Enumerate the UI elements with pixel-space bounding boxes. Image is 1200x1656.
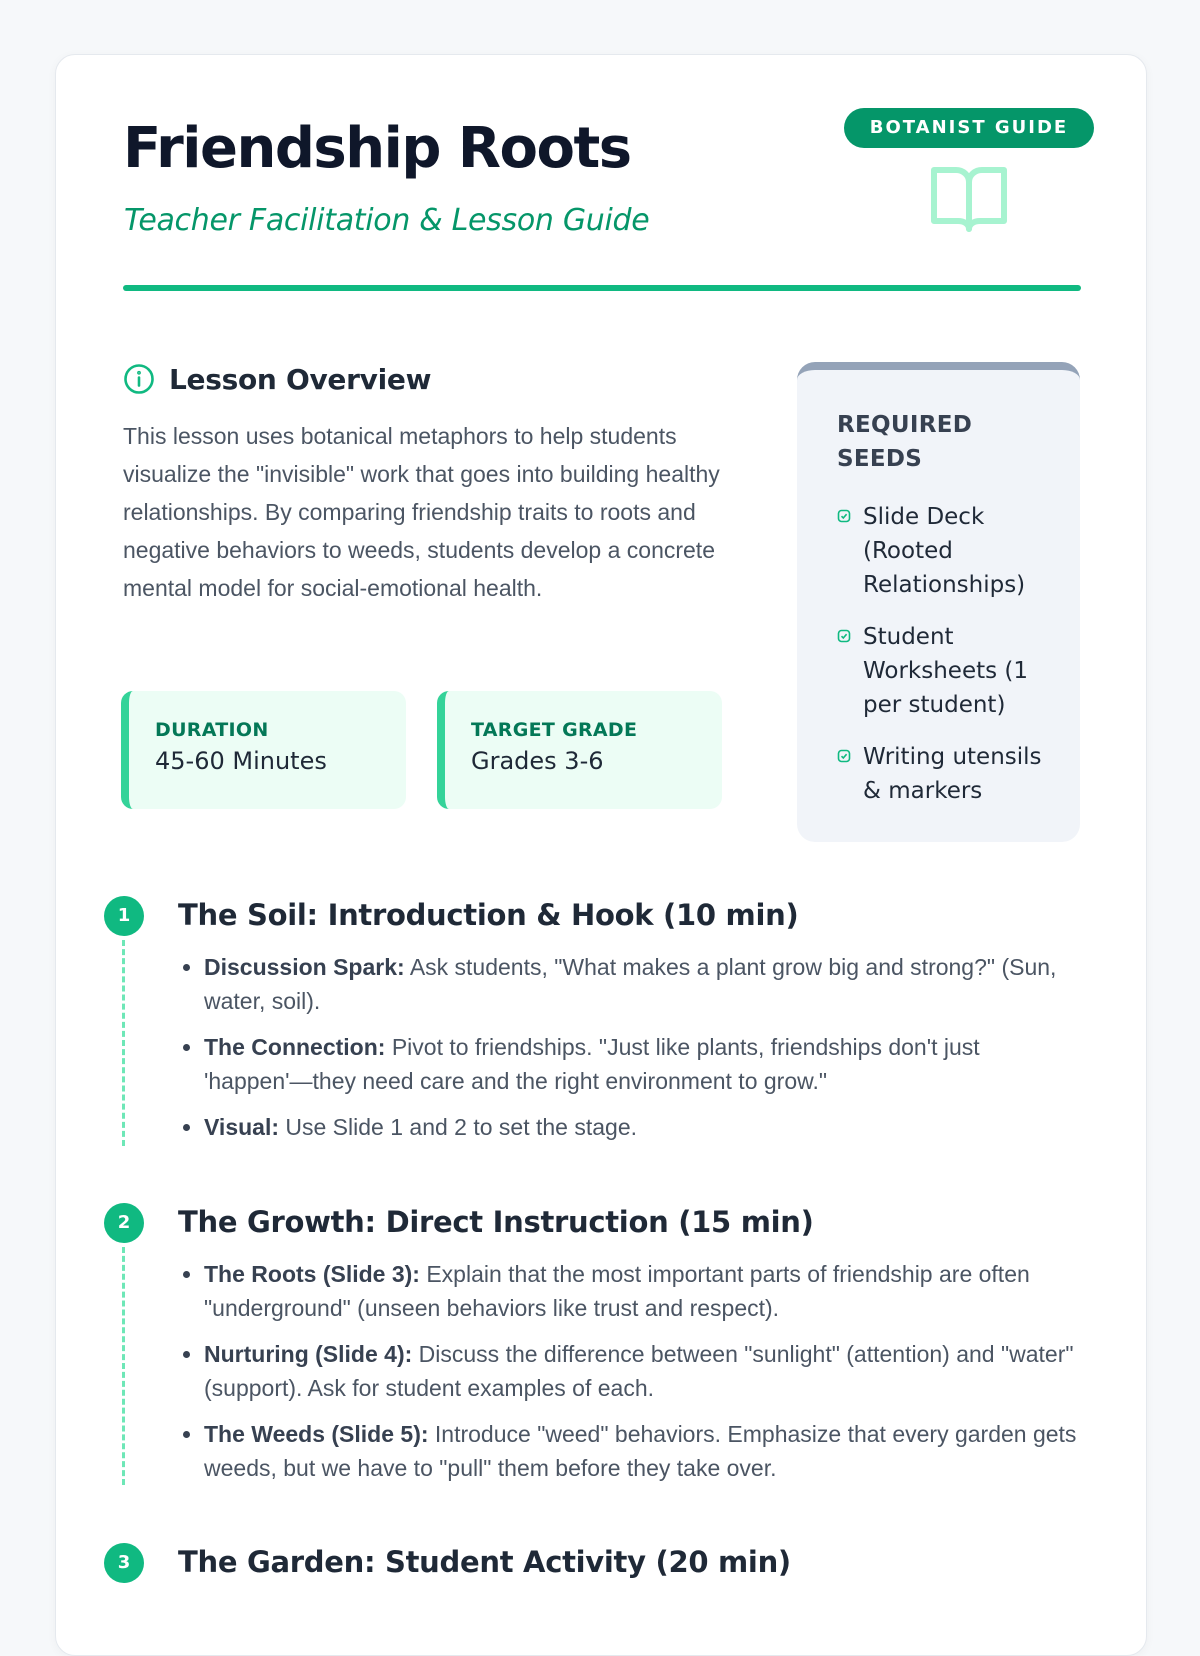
list-item <box>837 500 1050 602</box>
list-item <box>837 740 1050 808</box>
overview-description: This lesson uses botanical metaphors to help students visualize the "invisible" work that goes into building healthy relationships. By comparing friendship traits to roots and negative behaviors to weeds, students develop a concrete mental model for social-emotional health. <box>123 423 720 601</box>
step-number: 3 <box>104 1543 144 1583</box>
bullet-text: Explain that the most important parts of friendship are often "underground" (unseen behaviors like trust and respect). <box>204 1261 1030 1321</box>
bullet-label: The Weeds (Slide 5): <box>204 1421 429 1447</box>
overview-heading-row <box>123 359 431 399</box>
bullet-text: Introduce "weed" behaviors. Emphasize that every garden gets weeds, but we have to "pull" them before they take over. <box>204 1421 1077 1481</box>
step-number: 2 <box>104 1203 144 1243</box>
stat-value: Grades 3-6 <box>471 747 604 775</box>
seeds-list <box>837 500 1050 808</box>
bullet-text: Ask students, "What makes a plant grow big and strong?" (Sun, water, soil). <box>204 954 1057 1014</box>
list-item <box>204 1337 1084 1405</box>
overview-heading: Lesson Overview <box>169 362 432 396</box>
target-grade-stat <box>437 691 722 809</box>
seed-label: Student Worksheets (1 per student) <box>863 624 1029 718</box>
list-item <box>204 1257 1084 1325</box>
bullet-label: The Connection: <box>204 1034 386 1060</box>
required-seeds-panel <box>797 362 1080 842</box>
bullet-text: Discuss the difference between "sunlight" (attention) and "water" (support). Ask for student examples of each. <box>204 1341 1074 1401</box>
step-bullets <box>178 1257 1084 1497</box>
seed-label: Slide Deck (Rooted Relationships) <box>863 504 1026 598</box>
bullet-label: Discussion Spark: <box>204 954 405 980</box>
bullet-label: Nurturing (Slide 4): <box>204 1341 413 1367</box>
checkbox-icon <box>837 749 851 763</box>
list-item <box>204 950 1084 1018</box>
list-item <box>204 1110 1084 1144</box>
step-connector <box>122 1247 125 1485</box>
bullet-text: Use Slide 1 and 2 to set the stage. <box>285 1114 638 1140</box>
page-subtitle: Teacher Facilitation & Lesson Guide <box>124 203 650 238</box>
stat-label: TARGET GRADE <box>471 719 638 741</box>
lesson-guide-card <box>55 54 1147 1656</box>
stat-value: 45-60 Minutes <box>155 747 327 775</box>
step-number: 1 <box>104 896 144 936</box>
list-item <box>204 1030 1084 1098</box>
list-item <box>837 620 1050 722</box>
seed-label: Writing utensils & markers <box>863 744 1042 804</box>
duration-stat <box>121 691 406 809</box>
list-item <box>204 1417 1084 1485</box>
bullet-text: Pivot to friendships. "Just like plants, friendships don't just 'happen'—they need care and the right environment to grow." <box>204 1034 980 1094</box>
step-title: The Growth: Direct Instruction (15 min) <box>178 1205 814 1239</box>
info-icon <box>123 363 155 395</box>
stat-label: DURATION <box>155 719 269 741</box>
step-title: The Soil: Introduction & Hook (10 min) <box>178 898 799 932</box>
bullet-label: Visual: <box>204 1114 279 1140</box>
step-connector <box>122 940 125 1146</box>
guide-badge: BOTANIST GUIDE <box>844 108 1094 148</box>
header-divider <box>123 285 1081 291</box>
checkbox-icon <box>837 629 851 643</box>
step-bullets <box>178 950 1084 1156</box>
required-seeds-title: REQUIRED SEEDS <box>837 412 973 472</box>
checkbox-icon <box>837 509 851 523</box>
step-title: The Garden: Student Activity (20 min) <box>178 1545 791 1579</box>
page-title: Friendship Roots <box>123 116 631 181</box>
bullet-label: The Roots (Slide 3): <box>204 1261 420 1287</box>
book-icon <box>930 165 1008 233</box>
